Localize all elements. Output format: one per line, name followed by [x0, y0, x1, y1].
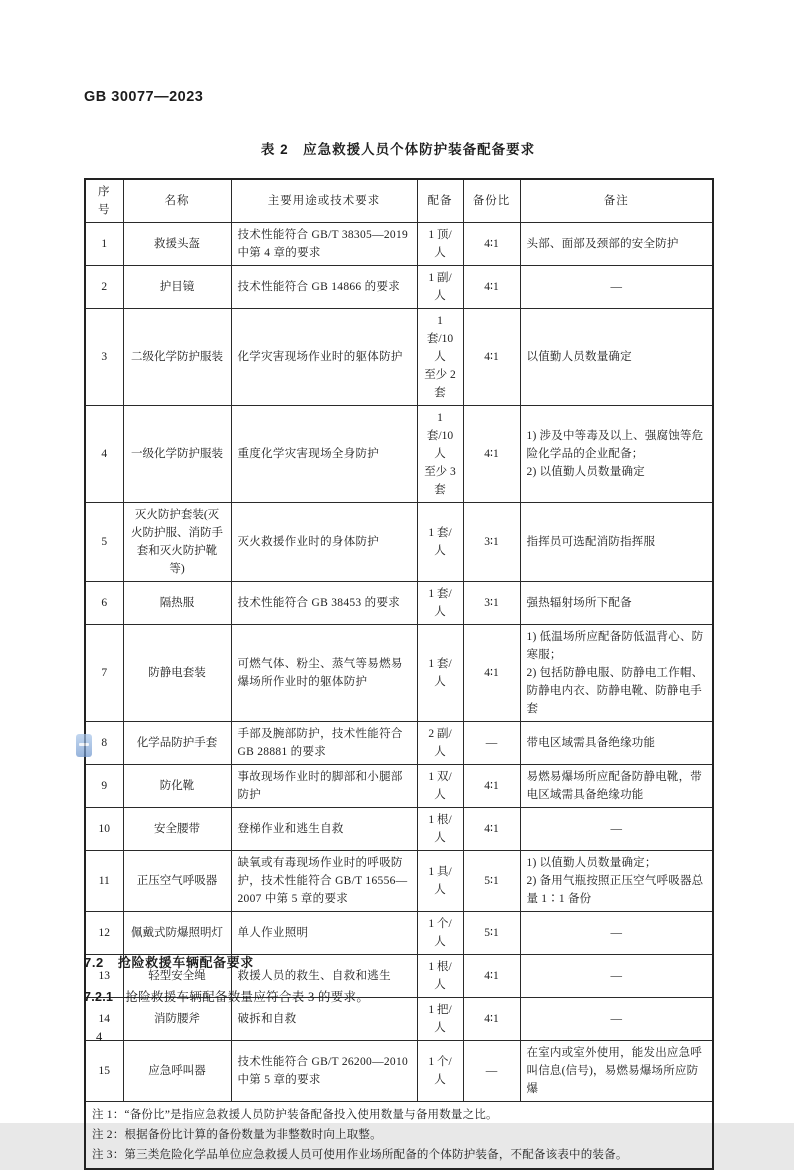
cell-config	[417, 998, 463, 1041]
cell-no: 5	[85, 503, 123, 582]
cell-line: —	[610, 927, 622, 939]
clause-text: 抢险救援车辆配备数量应符合表 3 的要求。	[125, 990, 370, 1004]
cell-ratio: 4∶1	[463, 309, 520, 406]
table-title: 表 2 应急救援人员个体防护装备配备要求	[260, 142, 536, 157]
cell-ratio: 4∶1	[463, 955, 520, 998]
cell-line: —	[610, 1013, 622, 1025]
standard-code: GB 30077—2023	[84, 89, 204, 105]
cell-no: 6	[85, 582, 123, 625]
cell-name: 佩戴式防爆照明灯	[123, 912, 231, 955]
cell-line: 至少 2 套	[424, 369, 456, 399]
cell-line: 1 根/人	[428, 961, 452, 991]
cell-ratio: —	[463, 722, 520, 765]
cell-remark	[520, 808, 713, 851]
cell-line: 1 套/人	[428, 658, 452, 688]
cell-remark	[520, 998, 713, 1041]
cell-remark	[520, 851, 713, 912]
cell-line: —	[610, 970, 622, 982]
cell-ratio: —	[463, 1041, 520, 1102]
section-number: 7.2	[84, 955, 104, 970]
table-row	[85, 625, 713, 722]
cell-usage: 技术性能符合 GB/T 26200—2010 中第 5 章的要求	[231, 1041, 417, 1102]
column-header: 备注	[520, 179, 713, 223]
cell-usage: 可燃气体、粉尘、蒸气等易燃易爆场所作业时的躯体防护	[231, 625, 417, 722]
cell-remark	[520, 266, 713, 309]
cell-usage: 技术性能符合 GB 38453 的要求	[231, 582, 417, 625]
cell-remark	[520, 955, 713, 998]
cell-no: 10	[85, 808, 123, 851]
cell-name: 救援头盔	[123, 223, 231, 266]
cell-no: 3	[85, 309, 123, 406]
cell-ratio: 4∶1	[463, 406, 520, 503]
cell-remark	[520, 309, 713, 406]
cell-line: 2) 包括防静电服、防静电工作帽、防静电内衣、防静电靴、防静电手套	[526, 667, 704, 715]
cell-no: 12	[85, 912, 123, 955]
cell-config	[417, 582, 463, 625]
cell-config	[417, 625, 463, 722]
cell-usage: 重度化学灾害现场全身防护	[231, 406, 417, 503]
table-row	[85, 266, 713, 309]
cell-ratio: 4∶1	[463, 808, 520, 851]
cell-name: 防化靴	[123, 765, 231, 808]
cell-config	[417, 266, 463, 309]
table-row	[85, 582, 713, 625]
table-row	[85, 1041, 713, 1102]
cell-line: 1 具/人	[428, 866, 452, 896]
cell-name: 一级化学防护服装	[123, 406, 231, 503]
cell-config	[417, 503, 463, 582]
table-row	[85, 851, 713, 912]
clause-number: 7.2.1	[84, 990, 114, 1004]
cell-name: 防静电套装	[123, 625, 231, 722]
cell-line: 2) 备用气瓶按照正压空气呼吸器总量 1∶1 备份	[526, 875, 704, 905]
section-title: 抢险救援车辆配备要求	[117, 955, 254, 970]
cell-usage: 缺氧或有毒现场作业时的呼吸防护，技术性能符合 GB/T 16556—2007 中第 5 章的要求	[231, 851, 417, 912]
cell-line: 以值勤人员数量确定	[526, 351, 632, 363]
cell-usage: 技术性能符合 GB/T 38305—2019 中第 4 章的要求	[231, 223, 417, 266]
cell-line: 头部、面部及颈部的安全防护	[526, 238, 679, 250]
table-row	[85, 722, 713, 765]
cell-config	[417, 223, 463, 266]
cell-name: 轻型安全绳	[123, 955, 231, 998]
column-header: 配备	[417, 179, 463, 223]
cell-line: 2) 以值勤人员数量确定	[526, 466, 645, 478]
blue-note-icon[interactable]	[76, 734, 92, 757]
page-number: 4	[96, 1030, 103, 1044]
cell-usage: 技术性能符合 GB 14866 的要求	[231, 266, 417, 309]
cell-ratio: 5∶1	[463, 912, 520, 955]
cell-name: 护目镜	[123, 266, 231, 309]
cell-config	[417, 722, 463, 765]
cell-name: 化学品防护手套	[123, 722, 231, 765]
cell-no: 8	[85, 722, 123, 765]
cell-usage: 救援人员的救生、自救和逃生	[231, 955, 417, 998]
cell-ratio: 5∶1	[463, 851, 520, 912]
table-note: 注 2：根据备份比计算的备份数量为非整数时向上取整。	[92, 1129, 382, 1141]
table-header-row	[85, 179, 713, 223]
cell-no: 4	[85, 406, 123, 503]
cell-no: 15	[85, 1041, 123, 1102]
clause-7-2-1	[84, 987, 369, 1005]
cell-config	[417, 406, 463, 503]
cell-usage: 灭火救援作业时的身体防护	[231, 503, 417, 582]
cell-line: 指挥员可选配消防指挥服	[526, 536, 656, 548]
cell-line: 1 套/10 人	[426, 412, 454, 460]
cell-line: 在室内或室外使用，能发出应急呼叫信息(信号)，易燃易爆场所应防爆	[526, 1047, 702, 1095]
table-row	[85, 765, 713, 808]
cell-name: 灭火防护套装(灭火防护服、消防手套和灭火防护靴等)	[123, 503, 231, 582]
table-row	[85, 406, 713, 503]
cell-ratio: 3∶1	[463, 582, 520, 625]
column-header: 备份比	[463, 179, 520, 223]
cell-name: 隔热服	[123, 582, 231, 625]
cell-line: 强热辐射场所下配备	[526, 597, 632, 609]
cell-name: 正压空气呼吸器	[123, 851, 231, 912]
cell-config	[417, 808, 463, 851]
column-header: 序号	[85, 179, 123, 223]
cell-line: 带电区域需具备绝缘功能	[526, 737, 656, 749]
cell-ratio: 4∶1	[463, 998, 520, 1041]
cell-ratio: 4∶1	[463, 266, 520, 309]
cell-config	[417, 309, 463, 406]
cell-usage: 手部及腕部防护，技术性能符合 GB 28881 的要求	[231, 722, 417, 765]
cell-no: 2	[85, 266, 123, 309]
table-note: 注 3：第三类危险化学品单位应急救援人员可使用作业场所配备的个体防护装备，不配备该表中的装备。	[92, 1149, 628, 1161]
cell-usage: 破拆和自救	[231, 998, 417, 1041]
cell-remark	[520, 625, 713, 722]
cell-remark	[520, 722, 713, 765]
cell-line: 1 套/人	[428, 588, 452, 618]
table-row	[85, 912, 713, 955]
table-row	[85, 223, 713, 266]
cell-name: 应急呼叫器	[123, 1041, 231, 1102]
cell-remark	[520, 223, 713, 266]
cell-usage: 单人作业照明	[231, 912, 417, 955]
table-row	[85, 808, 713, 851]
cell-no: 9	[85, 765, 123, 808]
cell-config	[417, 851, 463, 912]
cell-ratio: 4∶1	[463, 765, 520, 808]
cell-config	[417, 912, 463, 955]
cell-no: 13	[85, 955, 123, 998]
cell-line: 1 个/人	[428, 1056, 452, 1086]
table-row	[85, 503, 713, 582]
cell-line: 1) 以值勤人员数量确定；	[526, 857, 657, 869]
cell-name: 二级化学防护服装	[123, 309, 231, 406]
cell-line: 1 把/人	[428, 1004, 452, 1034]
column-header: 主要用途或技术要求	[231, 179, 417, 223]
cell-line: 1 副/人	[428, 272, 452, 302]
cell-line: 1 顶/人	[428, 229, 452, 259]
table-notes-row	[85, 1102, 713, 1170]
cell-ratio: 4∶1	[463, 223, 520, 266]
cell-usage: 事故现场作业时的脚部和小腿部防护	[231, 765, 417, 808]
cell-line: 易燃易爆场所应配备防静电靴，带电区域需具备绝缘功能	[526, 771, 702, 801]
table-note: 注 1：“备份比”是指应急救援人员防护装备配备投入使用数量与备用数量之比。	[92, 1109, 498, 1121]
cell-usage: 化学灾害现场作业时的躯体防护	[231, 309, 417, 406]
cell-ratio: 3∶1	[463, 503, 520, 582]
cell-no: 14	[85, 998, 123, 1041]
cell-ratio: 4∶1	[463, 625, 520, 722]
column-header: 名称	[123, 179, 231, 223]
cell-name: 安全腰带	[123, 808, 231, 851]
cell-line: 1 套/人	[428, 527, 452, 557]
cell-line: 至少 3 套	[424, 466, 456, 496]
cell-name: 消防腰斧	[123, 998, 231, 1041]
cell-line: 1 根/人	[428, 814, 452, 844]
cell-config	[417, 765, 463, 808]
cell-line: 1) 低温场所应配备防低温背心、防寒服；	[526, 631, 704, 661]
equipment-table	[84, 178, 714, 1170]
cell-remark	[520, 912, 713, 955]
cell-line: 1) 涉及中等毒及以上、强腐蚀等危险化学品的企业配备；	[526, 430, 704, 460]
cell-usage: 登梯作业和逃生自救	[231, 808, 417, 851]
cell-line: —	[610, 823, 622, 835]
cell-no: 7	[85, 625, 123, 722]
cell-remark	[520, 765, 713, 808]
section-heading-7-2	[84, 952, 254, 971]
cell-remark	[520, 503, 713, 582]
cell-config	[417, 1041, 463, 1102]
cell-line: 1 个/人	[428, 918, 452, 948]
table-row	[85, 309, 713, 406]
cell-config	[417, 955, 463, 998]
table-notes-cell	[85, 1102, 713, 1170]
cell-line: 2 副/人	[428, 728, 452, 758]
cell-line: —	[610, 281, 622, 293]
cell-line: 1 套/10 人	[426, 315, 454, 363]
cell-remark	[520, 1041, 713, 1102]
cell-no: 11	[85, 851, 123, 912]
cell-line: 1 双/人	[428, 771, 452, 801]
cell-no: 1	[85, 223, 123, 266]
cell-remark	[520, 582, 713, 625]
cell-remark	[520, 406, 713, 503]
